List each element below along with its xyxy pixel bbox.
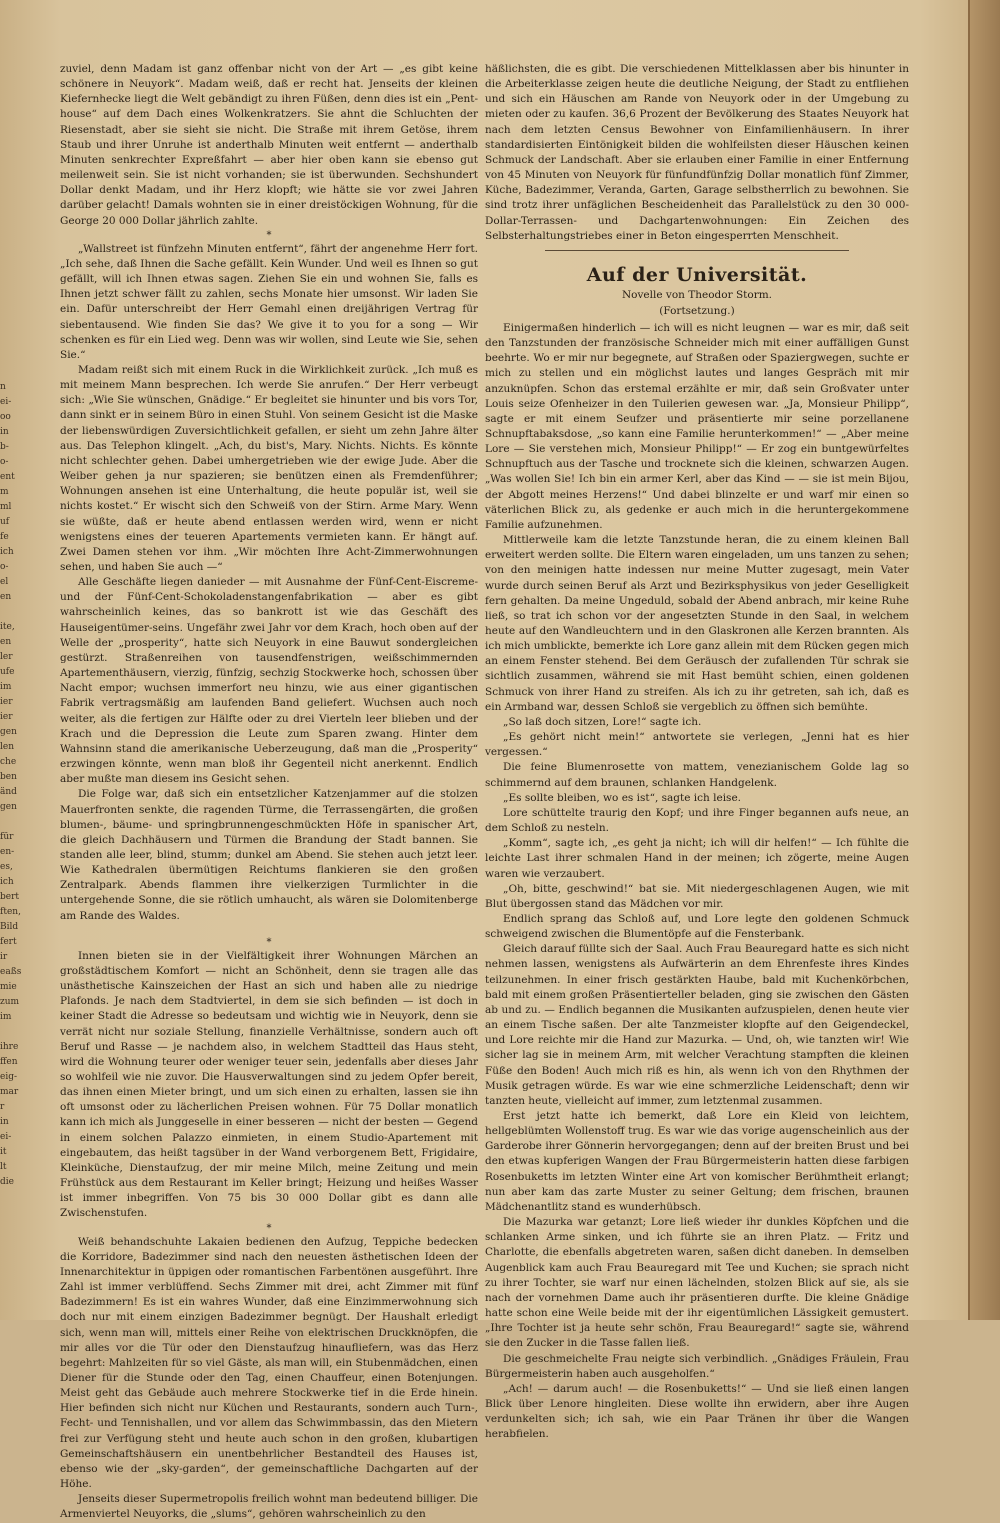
- previous-page-fragment: [0, 605, 24, 620]
- previous-page-fragment: ite,: [0, 622, 15, 632]
- story-title: Auf der Universität.: [586, 263, 808, 286]
- previous-page-fragment: n: [0, 382, 6, 392]
- previous-page-fragment: el: [0, 577, 9, 587]
- previous-page-fragment: b-: [0, 442, 9, 452]
- story-paragraph: „Es sollte bleiben, wo es ist“, sagte ich leise.: [503, 791, 741, 804]
- previous-page-fragment: en: [0, 592, 12, 602]
- story-continuation-note: (Fortsetzung.): [659, 304, 735, 317]
- previous-page-fragment: oo: [0, 412, 11, 422]
- previous-page-fragment: Bild: [0, 922, 19, 932]
- previous-page-fragment: en-: [0, 847, 15, 857]
- previous-page-fragment: it: [0, 1147, 7, 1157]
- previous-page-fragment: bert: [0, 892, 20, 902]
- previous-page-fragment: gen: [0, 802, 17, 812]
- story-paragraph: Die Mazurka war getanzt; Lore ließ wieder ihr dunkles Köpfchen und die schlanken Arme sinken, und ich führte sie an ihren Platz. — Fritz und Charlotte, die ebenfalls abgetreten waren, saßen dicht daneben. In demselben Augenblick kam auch Frau Beauregard mit Tee und Kuchen; sie sprach nicht zu ihrer Tochter, sie warf nur einen lächelnden, stolzen Blick auf sie, als sie nach der vornehmen Dame auch ihr präsentieren durfte. Die kleine Gnädige hatte schon eine Weile beide mit der ihr eigentümlichen Lässigkeit gemustert. „Ihre Tochter ist ja heute sehr schön, Frau Beauregard!“ sagte sie, während sie den Zucker in die Tasse fallen ließ.: [485, 1216, 909, 1350]
- story-paragraph: „Oh, bitte, geschwind!“ bat sie. Mit niedergeschlagenen Augen, wie mit Blut übergossen stand das Mädchen vor mir.: [485, 882, 909, 910]
- story-paragraph: Gleich darauf füllte sich der Saal. Auch Frau Beauregard hatte es sich nicht nehmen lassen, wenigstens als Aufwärterin an dem Ehrenfeste ihres Kindes teilzunehmen. In einer frisch gestärkten Haube, bald mit Kuchenkörbchen, bald mit einem großen Präsentierteller beladen, ging sie zwischen den Gästen ab und zu. — Endlich begannen die Musikanten aufzuspielen, denen heute vier an einem Tische saßen. Der alte Tanzmeister klopfte auf den Geigendeckel, und Lore reichte mir die Hand zur Mazurka. — Und, oh, wie tanzten wir! Wie sicher lag sie in meinem Arm, mit welcher Verachtung stampften die kleinen Füße den Boden! Auch mich riß es hin, als wenn ich von den Rhythmen der Musik getragen würde. Es war wie eine schmerzliche Leidenschaft; denn wir tanzten heute, vielleicht auf immer, zum letztenmal zusammen.: [485, 943, 909, 1107]
- previous-page-fragment: len: [0, 742, 15, 752]
- story-paragraph: „Es gehört nicht mein!“ antwortete sie verlegen, „Jenni hat es hier vergessen.“: [485, 731, 909, 759]
- previous-page-fragment: ier: [0, 697, 13, 707]
- section-separator-asterisk: *: [266, 229, 272, 241]
- previous-page-fragment: o-: [0, 457, 9, 467]
- previous-page-fragment: che: [0, 757, 17, 767]
- previous-page-fragment: ml: [0, 502, 12, 512]
- previous-page-fragment: en: [0, 637, 12, 647]
- previous-page-fragment: in: [0, 427, 9, 437]
- section-separator-asterisk: *: [266, 1222, 272, 1234]
- previous-page-fragment: gen: [0, 727, 17, 737]
- previous-page-fragment: m: [0, 487, 9, 497]
- left-paragraph: Innen bieten sie in der Vielfältigkeit ihrer Wohnungen Märchen an großstädtischem Komfort — nicht an Schönheit, denn sie tragen alle das unästhetische Kainszeichen der Hast an sich und haben alle zu niedrige Plafonds. Je nach dem Stadtviertel, in dem sie sich befinden — ist doch in keiner Stadt die Adresse so bedeutsam und wichtig wie in Neuyork, denn sie verrät nicht nur soziale Stellung, finanzielle Verhältnisse, sondern auch oft Beruf und Rasse — je nachdem also, in welchem Stadtteil das Haus steht, wird die Wohnung teurer oder weniger teuer sein, jedenfalls aber dieses Jahr so wohlfeil wie nie zuvor. Die Hausverwaltungen sind zu jedem Opfer bereit, das ihnen einen Mieter bringt, und um sich einen zu erhalten, lassen sie ihn oft umsonst oder zu lächerlichen Preisen wohnen. Für 75 Dollar monatlich kann ich mich als Junggeselle in einer besseren — nicht der besten — Gegend in einem solchen Palazzo einmieten, in einem Studio-Apartement mit eingebautem, das heißt tagsüber in der Wand verborgenem Bett, Frigidaire, Kleinküche, Dienstaufzug, der mir meine Milch, meine Zeitung und mein Frühstück aus dem Restaurant im Keller bringt; Heizung und heißes Wasser ist immer inbegriffen. Von 75 bis 30 000 Dollar gibt es dann alle Zwischenstufen.: [60, 949, 478, 1220]
- right-column: [485, 62, 909, 1441]
- previous-page-margin-fragments: [0, 380, 24, 1280]
- previous-page-fragment: in: [0, 1117, 9, 1127]
- previous-page-fragment: mie: [0, 982, 17, 992]
- previous-page-fragment: eaßs: [0, 967, 22, 977]
- previous-page-fragment: die: [0, 1177, 14, 1187]
- previous-page-fragment: ufe: [0, 667, 15, 677]
- left-paragraph: zuviel, denn Madam ist ganz offenbar nicht von der Art — „es gibt keine schönere in Neuyork“. Madam weiß, daß er recht hat. Jenseits der kleinen Kiefernhecke liegt die Welt gebändigt zu ihren Füßen, denn dies ist ein „Pent-house“ auf dem Dach eines Wolkenkratzers. Sie ahnt die Schluchten der Riesenstadt, aber sie sieht sie nicht. Die Straße mit ihrem Getöse, ihrem Staub und ihrer Unruhe ist anderthalb Minuten weit entfernt — anderthalb Minuten senkrechter Expreßfahrt — aber hier oben kann sie ebenso gut meilenweit sein. Sie ist nicht vorhanden; sie ist überwunden. Sechshundert Dollar denkt Madam, und ihr Herz klopft; wie hätte sie vor zwei Jahren darüber gelacht! Damals wohnten sie in einer dreistöckigen Wohnung, für die George 20 000 Dollar jährlich zahlte.: [60, 63, 478, 227]
- previous-page-fragment: ir: [0, 952, 8, 962]
- story-paragraph: „So laß doch sitzen, Lore!“ sagte ich.: [503, 715, 702, 728]
- previous-page-fragment: ent: [0, 472, 15, 482]
- previous-page-fragment: ler: [0, 652, 13, 662]
- previous-page-fragment: lt: [0, 1162, 7, 1172]
- previous-page-fragment: für: [0, 832, 14, 842]
- previous-page-fragment: [0, 815, 24, 830]
- left-paragraph: Madam reißt sich mit einem Ruck in die Wirklichkeit zurück. „Ich muß es mit meinem Mann besprechen. Ich werde Sie anrufen.“ Der Herr verbeugt sich: „Wie Sie wünschen, Gnädige.“ Er begleitet sie hinunter und bis vors Tor, dann sinkt er in seinem Büro in einen Stuhl. Von seinem Gesicht ist die Maske der liebenswürdigen Zuversichtlichkeit gefallen, er sieht um zehn Jahre älter aus. Das Telephon klingelt. „Ach, du bist's, Mary. Nichts. Nichts. Es könnte nicht schlechter gehen. Dabei umhergetrieben wie der ewige Jude. Aber die Weiber gehen ja nur spazieren; sie benützen einen als Fremdenführer; Wohnungen ansehen ist eine Unterhaltung, die heute populär ist, weil sie nichts kostet.“ Er wischt sich den Schweiß von der Stirn. Arme Mary. Wenn sie wüßte, daß er heute abend entlassen werden wird, wenn er nicht wenigstens eines der teueren Apartements vermieten kann. Er hängt auf. Zwei Damen stehen vor ihm. „Wir möchten Ihre Acht-Zimmerwohnungen sehen, und haben Sie auch —“: [60, 363, 478, 573]
- left-paragraph: Die Folge war, daß sich ein entsetzlicher Katzenjammer auf die stolzen Mauerfronten senkte, die ragenden Türme, die Terrassengärten, die großen blumen-, bäume- und springbrunnengeschmückten Höfe in spanischer Art, die gleich Dachhäusern und Türmen die Brandung der Stadt bannen. Sie standen alle leer, blind, stumm; dunkel am Abend. Sie stehen auch jetzt leer. Wie Kathedralen übermütigen Reichtums flankieren sie den großen Zentralpark. Abends flammen ihre vielkerzigen Turmlichter in die untergehende Sonne, die sie rötlich umhaucht, als wären sie Dolomitenberge am Rande des Waldes.: [60, 788, 478, 922]
- story-byline: Novelle von Theodor Storm.: [621, 288, 773, 301]
- story-paragraph: Die feine Blumenrosette von mattem, venezianischem Golde lag so schimmernd auf dem braunen, schlanken Handgelenk.: [485, 761, 909, 789]
- story-paragraph: „Ach! — darum auch! — die Rosenbuketts!“ — Und sie ließ einen langen Blick über Lenore hingleiten. Diese wollte ihn erwidern, aber ihre Augen verdunkelten sich; ich sah, wie ein Paar Tränen ihr über die Wangen herabfielen.: [485, 1382, 909, 1441]
- previous-page-fragment: ffen: [0, 1057, 18, 1067]
- previous-page-fragment: zum: [0, 997, 20, 1007]
- book-binding-edge: [968, 0, 1000, 1320]
- previous-page-fragment: ben: [0, 772, 17, 782]
- previous-page-fragment: mar: [0, 1087, 19, 1097]
- previous-page-fragment: es,: [0, 862, 13, 872]
- article-divider-rule: [545, 250, 849, 251]
- previous-page-fragment: ich: [0, 547, 14, 557]
- previous-page-fragment: im: [0, 682, 12, 692]
- story-paragraph: Mittlerweile kam die letzte Tanzstunde heran, die zu einem kleinen Ball erweitert werden sollte. Die Eltern waren eingeladen, um uns tanzen zu sehen; von den meinigen hatte indessen nur meine Mutter zugesagt, mein Vater wurde durch seinen Beruf als Arzt und Bezirksphysikus von jeder Geselligkeit fern gehalten. Da meine Ungeduld, sobald der Abend anbrach, mir keine Ruhe ließ, so trat ich schon vor der angesetzten Stunde in den Saal, in welchem heute auf den Wandleuchtern und in den Glaskronen alle Kerzen brannten. Als ich mich umblickte, bemerkte ich Lore ganz allein mit dem Rücken gegen mich an einem Fenster stehend. Bei dem Geräusch der zufallenden Tür schrak sie sichtlich zusammen, während sie mit Hast bemüht schien, einen goldenen Schmuck von ihrer Hand zu streifen. Als ich zu ihr getreten, sah ich, daß es ein Armband war, dessen Schloß sie vergeblich zu öffnen sich bemühte.: [485, 534, 909, 713]
- previous-page-fragment: ier: [0, 712, 13, 722]
- previous-page-fragment: [0, 1025, 24, 1040]
- left-column: [60, 62, 478, 1521]
- previous-page-fragment: eig-: [0, 1072, 18, 1082]
- section-separator-asterisk: *: [266, 936, 272, 948]
- previous-page-fragment: ei-: [0, 397, 12, 407]
- right-intro-paragraph: häßlichsten, die es gibt. Die verschiedenen Mittelklassen aber bis hinunter in die Arbeiterklasse zeigen heute die deutliche Neigung, der Stadt zu entfliehen und sich ein Häuschen am Rande von Neuyork oder in der Umgebung zu mieten oder zu kaufen. 36,6 Prozent der Bevölkerung des Staates Neuyork hat nach dem letzten Census Bewohner von Einfamilienhäusern. In ihrer standardisierten Eintönigkeit bilden die wohlfeilsten dieser Häuschen keinen Schmuck der Landschaft. Aber sie erlauben einer Familie in einer Entfernung von 45 Minuten von Neuyork für fünfundfünfzig Dollar monatlich fünf Zimmer, Küche, Badezimmer, Veranda, Garten, Garage selbstherrlich zu bewohnen. Sie sind trotz ihrer unfäglichen Bescheidenheit das Parallelstück zu den 30 000-Dollar-Terrassen- und Dachgartenwohnungen: Ein Zeichen des Selbsterhaltungstriebes einer in Beton eingesperrten Menschheit.: [485, 63, 909, 242]
- story-paragraph: Lore schüttelte traurig den Kopf; und ihre Finger begannen aufs neue, an dem Schloß zu nesteln.: [485, 806, 909, 835]
- story-paragraph: Endlich sprang das Schloß auf, und Lore legte den goldenen Schmuck schweigend zwischen die Blumentöpfe auf die Fensterbank.: [485, 912, 909, 941]
- previous-page-fragment: ihre: [0, 1042, 19, 1052]
- previous-page-fragment: o-: [0, 562, 9, 572]
- previous-page-fragment: im: [0, 1012, 12, 1022]
- story-paragraph: Erst jetzt hatte ich bemerkt, daß Lore ein Kleid von leichtem, hellgeblümten Wollenstoff trug. Es war wie das vorige augenscheinlich aus der Garderobe ihrer Gönnerin hervorgegangen; denn auf der breiten Brust und bei den etwas kupferigen Wangen der Frau Bürgermeisterin hatten diese farbigen Rosenbuketts im letzten Winter eine Art von komischer Berühmtheit erlangt; nun aber kam das zarte Muster zu seiner Geltung; dem frischen, braunen Mädchenantlitz stand es wunderhübsch.: [485, 1110, 909, 1213]
- previous-page-fragment: ich: [0, 877, 14, 887]
- previous-page-fragment: änd: [0, 787, 17, 797]
- previous-page-fragment: uf: [0, 517, 10, 527]
- left-paragraph: Alle Geschäfte liegen danieder — mit Ausnahme der Fünf-Cent-Eiscreme- und der Fünf-Cent-Schokoladenstangenfabrikation — aber es gibt wahrscheinlich keines, das so bankrott ist wie das Geschäft des Hauseigentümer-seins. Ungefähr zwei Jahr vor dem Krach, hoch oben auf der Welle der „prosperity“, hatte sich Neuyork in eine Bauwut sondergleichen gestürzt. Straßenreihen von tausendfenstrigen, weißschimmernden Apartementhäusern, vierzig, fünfzig, sechzig Stockwerke hoch, schossen über Nacht empor; wuchsen immerfort neu hinzu, wie aus einer gigantischen Fabrik vertragsmäßig am laufenden Band geliefert. Wuchsen auch noch weiter, als die fertigen zur Hälfte oder zu drei Vierteln leer blieben und der Krach und die Depression die Leute zum Sparen zwang. Hinter dem Wahnsinn stand die amerikanische Ueberzeugung, daß man die „Prosperity“ erzwingen könnte, wenn man bloß ihr Gegenteil nicht anerkennt. Endlich aber mußte man diesem ins Gesicht sehen.: [60, 576, 478, 786]
- previous-page-fragment: fert: [0, 937, 17, 947]
- previous-page-fragment: r: [0, 1102, 5, 1112]
- previous-page-fragment: fe: [0, 532, 9, 542]
- story-paragraph: „Komm“, sagte ich, „es geht ja nicht; ich will dir helfen!“ — Ich fühlte die leichte Last ihrer schmalen Hand in der meinen; ich zögerte, meine Augen waren wie verzaubert.: [485, 837, 909, 880]
- left-paragraph: Jenseits dieser Supermetropolis freilich wohnt man bedeutend billiger. Die Armenviertel Neuyorks, die „slums“, gehören wahrscheinlich zu den: [60, 1493, 478, 1521]
- story-paragraph: Die geschmeichelte Frau neigte sich verbindlich. „Gnädiges Fräulein, Frau Bürgermeisterin haben auch ausgeholfen.“: [485, 1352, 909, 1380]
- story-paragraph: Einigermaßen hinderlich — ich will es nicht leugnen — war es mir, daß seit den Tanzstunden der französische Schneider mich mit einer auffälligen Gunst beehrte. Wo er mir nur begegnete, auf Straßen oder Spaziergwegen, suchte er mich zu stellen und ein möglichst lautes und langes Gespräch mit mir anzuknüpfen. Schon das erstemal erzählte er mir, daß sein Großvater unter Louis seize Ofenheizer in den Tuilerien gewesen war. „Ja, Monsieur Philipp“, sagte er mit einem Seufzer und präsentierte mir seine porzellanene Schnupftabaksdose, „so kann eine Familie herunterkommen!“ — „Aber meine Lore — Sie verstehen mich, Monsieur Philipp!“ — Er zog ein buntgewürfeltes Schnupftuch aus der Tasche und trocknete sich die kleinen, schwarzen Augen. „Was wollen Sie! Ich bin ein armer Kerl, aber das Kind — — sie ist mein Bijou, der Abgott meines Herzens!“ Und dabei blinzelte er und warf mir einen so väterlichen Blick zu, als gedenke er auch mich in die heruntergekommene Familie aufzunehmen.: [485, 321, 909, 531]
- previous-page-fragment: ei-: [0, 1132, 12, 1142]
- previous-page-fragment: ften,: [0, 907, 21, 917]
- left-paragraph: Weiß behandschuhte Lakaien bedienen den Aufzug, Teppiche bedecken die Korridore, Badezimmer sind nach den neuesten ästhetischen Ideen der Innenarchitektur in üppigen oder romantischen Farbentönen ausgeführt. Ihre Zahl ist immer verblüffend. Sechs Zimmer mit drei, acht Zimmer mit fünf Badezimmern! Es ist ein wahres Wunder, daß eine Einzimmerwohnung sich doch nur mit einem einzigen Badezimmer begnügt. Der Haushalt erledigt sich, wenn man will, mittels einer Reihe von elektrischen Druckknöpfen, die mir alles vor die Tür oder den Dienstaufzug hinaufliefern, was das Herz begehrt: Mahlzeiten für so viel Gäste, als man will, ein Stubenmädchen, einen Diener für die Stunde oder den Tag, einen Chauffeur, einen Botenjungen. Meist geht das Gebäude auch mehrere Stockwerke tief in die Erde hinein. Hier befinden sich nicht nur Küchen und Restaurants, sondern auch Turn-, Fecht- und Tennishallen, und vor allem das Schwimmbassin, das den Mietern frei zur Verfügung steht und heute auch schon in den großen, klubartigen Gemeinschaftshäusern ein unentbehrlicher Bestandteil des Hauses ist, ebenso wie der „sky-garden“, der gemeinschaftliche Dachgarten auf der Höhe.: [60, 1235, 478, 1491]
- left-paragraph: „Wallstreet ist fünfzehn Minuten entfernt“, fährt der angenehme Herr fort. „Ich sehe, daß Ihnen die Sache gefällt. Kein Wunder. Und weil es Ihnen so gut gefällt, will ich Ihnen etwas sagen. Ziehen Sie ein und wohnen Sie, falls es Ihnen jetzt schwer fällt zu zahlen, sechs Monate hier umsonst. Wir laden Sie ein. Dafür unterschreibt der Herr Gemahl einen dreijährigen Vertrag für siebentausend. Wie finden Sie das? We give it to you for a song — Wir schenken es für ein Lied weg. Denn was wir wollen, sind Leute wie Sie, sehen Sie.“: [60, 242, 478, 361]
